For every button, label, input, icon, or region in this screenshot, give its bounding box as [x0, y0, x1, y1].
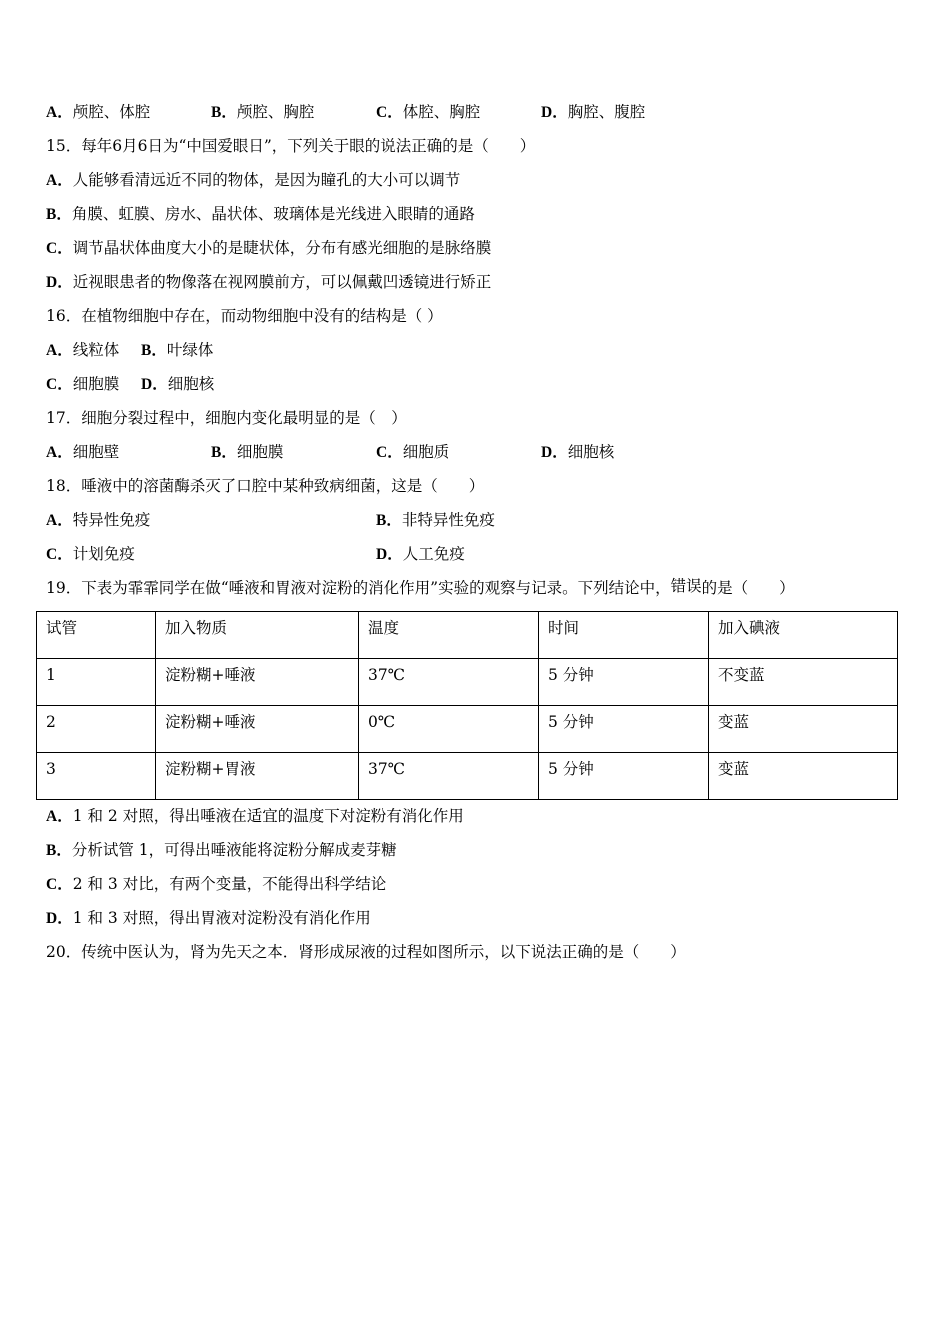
option-letter: B． — [211, 104, 237, 121]
q20-stem: 20．传统中医认为，肾为先天之本．肾形成尿液的过程如图所示，以下说法正确的是（ ） — [46, 943, 686, 961]
option-letter: C． — [46, 240, 73, 257]
q15-stem: 15．每年6月6日为“中国爱眼日”，下列关于眼的说法正确的是（ ） — [46, 137, 536, 155]
option-letter: A． — [46, 444, 73, 461]
option-text: 1 和 2 对照，得出唾液在适宜的温度下对淀粉有消化作用 — [72, 807, 464, 825]
option-letter: C． — [46, 876, 73, 893]
q14-option-b[interactable] — [211, 102, 314, 123]
option-letter: A． — [46, 512, 73, 529]
q16-option-d[interactable] — [141, 374, 214, 395]
option-text: 颅腔、体腔 — [72, 103, 151, 121]
q16-option-b[interactable] — [141, 340, 213, 361]
table-header-cell: 时间 — [539, 612, 709, 659]
table-cell: 5 分钟 — [539, 753, 709, 800]
option-letter: C． — [46, 546, 73, 563]
option-text: 细胞壁 — [72, 443, 120, 461]
table-cell: 不变蓝 — [709, 659, 898, 706]
q18-option-b[interactable] — [376, 510, 495, 531]
q18-stem: 18．唾液中的溶菌酶杀灭了口腔中某种致病细菌，这是（ ） — [46, 477, 485, 495]
option-text: 角膜、虹膜、房水、晶状体、玻璃体是光线进入眼睛的通路 — [71, 205, 475, 223]
option-text: 叶绿体 — [166, 341, 214, 359]
option-text: 计划免疫 — [72, 545, 135, 563]
q19-option-c[interactable] — [46, 874, 386, 895]
q17-option-c[interactable] — [376, 442, 449, 463]
option-letter: A． — [46, 808, 73, 825]
q18-option-a[interactable] — [46, 510, 150, 531]
option-letter: B． — [46, 206, 72, 223]
q19-option-b[interactable] — [46, 840, 397, 861]
stem-text: 19．下表为霏霏同学在做“唾液和胃液对淀粉的消化作用”实验的观察与记录。下列结论中， — [46, 579, 671, 597]
option-text: 细胞核 — [167, 375, 215, 393]
option-text: 细胞膜 — [72, 375, 120, 393]
table-header-cell: 加入碘液 — [709, 612, 898, 659]
table-header-row — [37, 612, 898, 659]
q17-stem: 17．细胞分裂过程中，细胞内变化最明显的是（ ） — [46, 409, 407, 427]
table-row — [37, 659, 898, 706]
q14-option-a[interactable] — [46, 102, 150, 123]
q17-option-b[interactable] — [211, 442, 283, 463]
option-letter: C． — [376, 104, 403, 121]
option-letter: C． — [376, 444, 403, 461]
q19-stem — [46, 578, 795, 598]
table-row — [37, 753, 898, 800]
option-letter: D． — [46, 274, 73, 291]
table-cell: 5 分钟 — [539, 706, 709, 753]
table-cell: 变蓝 — [709, 753, 898, 800]
option-letter: A． — [46, 172, 73, 189]
option-letter: B． — [376, 512, 402, 529]
option-text: 细胞质 — [402, 443, 450, 461]
q14-option-d[interactable] — [541, 102, 645, 123]
option-text: 胸腔、腹腔 — [567, 103, 646, 121]
option-text: 体腔、胸腔 — [402, 103, 481, 121]
q16-option-c[interactable] — [46, 374, 119, 395]
option-letter: A． — [46, 104, 73, 121]
table-cell: 1 — [37, 659, 156, 706]
table-header-cell: 试管 — [37, 612, 156, 659]
option-text: 人工免疫 — [402, 545, 465, 563]
option-letter: D． — [46, 910, 73, 927]
q17-option-d[interactable] — [541, 442, 614, 463]
option-text: 线粒体 — [72, 341, 120, 359]
option-letter: C． — [46, 376, 73, 393]
option-letter: D． — [541, 444, 568, 461]
table-cell: 淀粉糊+唾液 — [156, 659, 359, 706]
option-text: 细胞核 — [567, 443, 615, 461]
q17-option-a[interactable] — [46, 442, 119, 463]
option-text: 人能够看清远近不同的物体，是因为瞳孔的大小可以调节 — [72, 171, 461, 189]
table-cell: 变蓝 — [709, 706, 898, 753]
option-letter: A． — [46, 342, 73, 359]
table-row — [37, 706, 898, 753]
option-text: 细胞膜 — [236, 443, 284, 461]
option-letter: D． — [541, 104, 568, 121]
q14-option-c[interactable] — [376, 102, 480, 123]
stem-emphasis: 错误 — [670, 577, 702, 595]
q16-stem: 16．在植物细胞中存在，而动物细胞中没有的结构是（ ） — [46, 307, 443, 325]
q16-option-a[interactable] — [46, 340, 119, 361]
stem-text: 的是（ ） — [701, 579, 795, 597]
table-cell: 3 — [37, 753, 156, 800]
q19-option-d[interactable] — [46, 908, 371, 929]
q15-option-a[interactable] — [46, 170, 460, 191]
q19-option-a[interactable] — [46, 806, 464, 827]
q15-option-d[interactable] — [46, 272, 491, 293]
q15-option-b[interactable] — [46, 204, 475, 225]
option-letter: B． — [141, 342, 167, 359]
option-letter: D． — [141, 376, 168, 393]
table-cell: 37℃ — [359, 659, 539, 706]
option-text: 非特异性免疫 — [401, 511, 495, 529]
table-header-cell: 加入物质 — [156, 612, 359, 659]
option-text: 近视眼患者的物像落在视网膜前方，可以佩戴凹透镜进行矫正 — [72, 273, 492, 291]
option-text: 颅腔、胸腔 — [236, 103, 315, 121]
experiment-table — [36, 611, 898, 800]
option-text: 1 和 3 对照，得出胃液对淀粉没有消化作用 — [72, 909, 371, 927]
table-cell: 0℃ — [359, 706, 539, 753]
table-cell: 2 — [37, 706, 156, 753]
option-letter: B． — [46, 842, 72, 859]
q18-option-c[interactable] — [46, 544, 135, 565]
option-text: 调节晶状体曲度大小的是睫状体，分布有感光细胞的是脉络膜 — [72, 239, 492, 257]
q15-option-c[interactable] — [46, 238, 491, 259]
option-text: 2 和 3 对比，有两个变量，不能得出科学结论 — [72, 875, 387, 893]
table-cell: 淀粉糊+唾液 — [156, 706, 359, 753]
table-cell: 37℃ — [359, 753, 539, 800]
table-header-cell: 温度 — [359, 612, 539, 659]
table-cell: 5 分钟 — [539, 659, 709, 706]
option-letter: D． — [376, 546, 403, 563]
option-text: 分析试管 1，可得出唾液能将淀粉分解成麦芽糖 — [71, 841, 397, 859]
option-letter: B． — [211, 444, 237, 461]
q18-option-d[interactable] — [376, 544, 465, 565]
table-cell: 淀粉糊+胃液 — [156, 753, 359, 800]
option-text: 特异性免疫 — [72, 511, 151, 529]
